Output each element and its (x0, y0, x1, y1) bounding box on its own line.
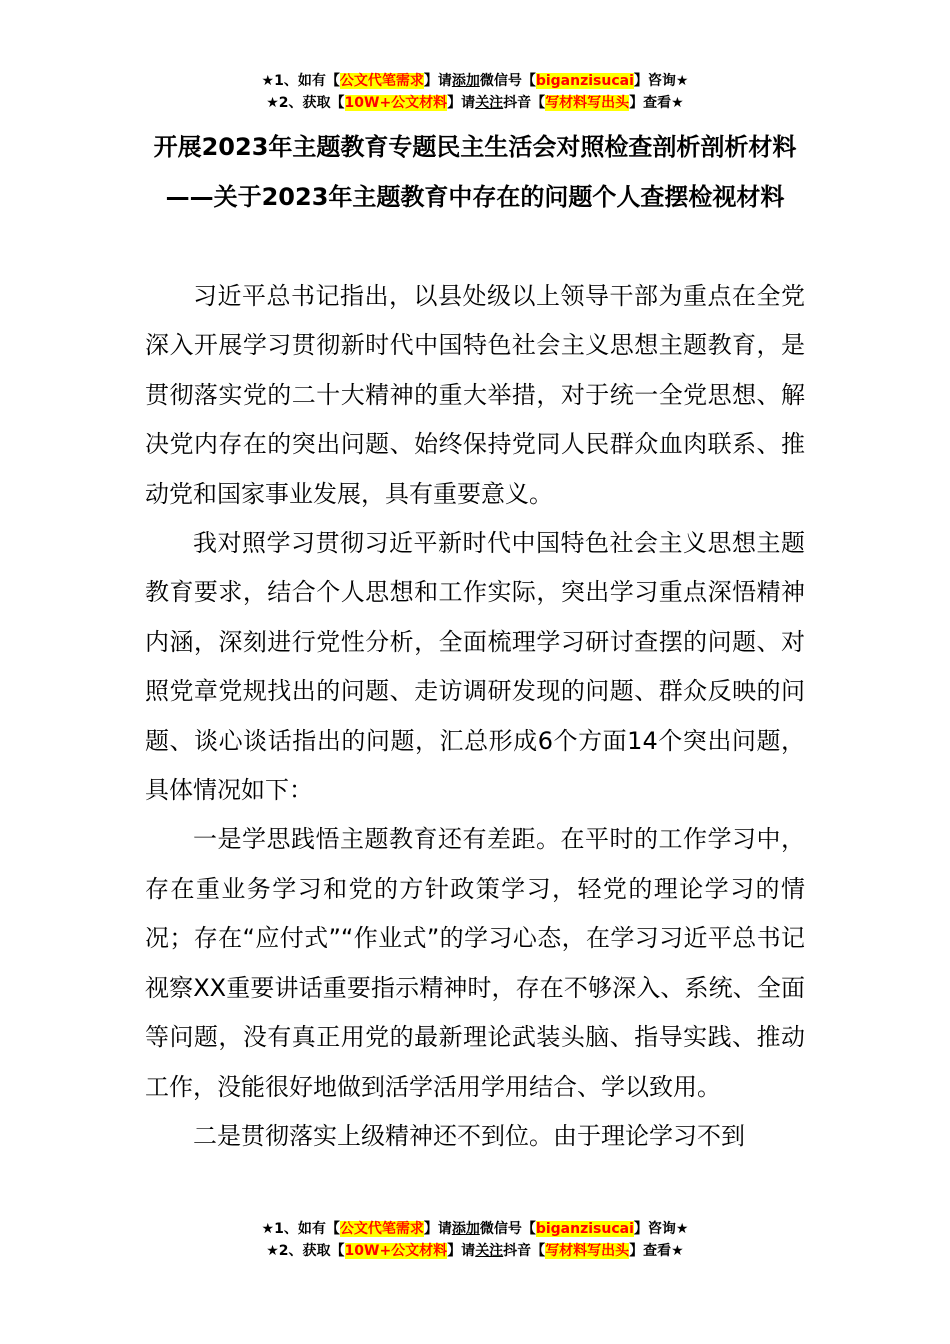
promo-highlight: 10W+公文材料 (344, 1243, 448, 1259)
promo-line-2 (0, 92, 950, 114)
promo-text: 抖音【 (503, 95, 546, 111)
promo-underline: 添加 (451, 73, 480, 89)
promo-highlight: 写材料写出头 (545, 1243, 630, 1259)
promo-line-1 (0, 70, 950, 92)
promo-text: 】咨询★ (633, 73, 689, 89)
promo-highlight: 公文代笔需求 (339, 1221, 424, 1237)
promo-text: 】查看★ (629, 95, 684, 111)
promo-highlight: 10W+公文材料 (344, 95, 448, 111)
promo-text: 】请 (423, 73, 452, 89)
promo-highlight: 公文代笔需求 (339, 73, 424, 89)
promo-text: 】查看★ (629, 1243, 684, 1259)
paragraph: 一是学思践悟主题教育还有差距。在平时的工作学习中，存在重业务学习和党的方针政策学习，轻党的理论学习的情况；存在“应付式”“作业式”的学习心态，在学习习近平总书记视察XX重要讲话重要指示精神时，存在不够深入、系统、全面等问题，没有真正用党的最新理论武装头脑、指导实践、推动工作，没能很好地做到活学活用学用结合、学以致用。 (145, 825, 805, 1101)
promo-text: 】咨询★ (633, 1221, 689, 1237)
promo-underline: 添加 (451, 1221, 480, 1237)
promo-text: 微信号【 (479, 1221, 536, 1237)
promo-underline: 关注 (475, 1243, 504, 1259)
promo-header (0, 70, 950, 114)
paragraph: 二是贯彻落实上级精神还不到位。由于理论学习不到 (193, 1121, 745, 1150)
promo-text: ★1、如有【 (261, 73, 340, 89)
promo-line-2 (0, 1240, 950, 1262)
promo-text: ★2、获取【 (266, 1243, 345, 1259)
document-title: 开展2023年主题教育专题民主生活会对照检查剖析剖析材料——关于2023年主题教育中存在的问题个人查摆检视材料 (153, 133, 797, 211)
promo-text: ★1、如有【 (261, 1221, 340, 1237)
promo-text: 】请 (423, 1221, 452, 1237)
document-body (145, 272, 805, 1161)
promo-text: ★2、获取【 (266, 95, 345, 111)
promo-underline: 关注 (475, 95, 504, 111)
promo-text: 】请 (447, 1243, 476, 1259)
paragraph: 我对照学习贯彻习近平新时代中国特色社会主义思想主题教育要求，结合个人思想和工作实际，突出学习重点深悟精神内涵，深刻进行党性分析，全面梳理学习研讨查摆的问题、对照党章党规找出的问题、走访调研发现的问题、群众反映的问题、谈心谈话指出的问题，汇总形成6个方面14个突出问题，具体情况如下： (145, 529, 805, 805)
promo-text: 抖音【 (503, 1243, 546, 1259)
paragraph: 习近平总书记指出，以县处级以上领导干部为重点在全党深入开展学习贯彻新时代中国特色社会主义思想主题教育，是贯彻落实党的二十大精神的重大举措，对于统一全党思想、解决党内存在的突出问题、始终保持党同人民群众血肉联系、推动党和国家事业发展，具有重要意义。 (145, 282, 805, 508)
promo-highlight: biganzisucai (535, 1221, 634, 1237)
promo-line-1 (0, 1218, 950, 1240)
promo-highlight: 写材料写出头 (545, 95, 630, 111)
promo-text: 】请 (447, 95, 476, 111)
promo-text: 微信号【 (479, 73, 536, 89)
promo-highlight: biganzisucai (535, 73, 634, 89)
promo-footer (0, 1218, 950, 1262)
